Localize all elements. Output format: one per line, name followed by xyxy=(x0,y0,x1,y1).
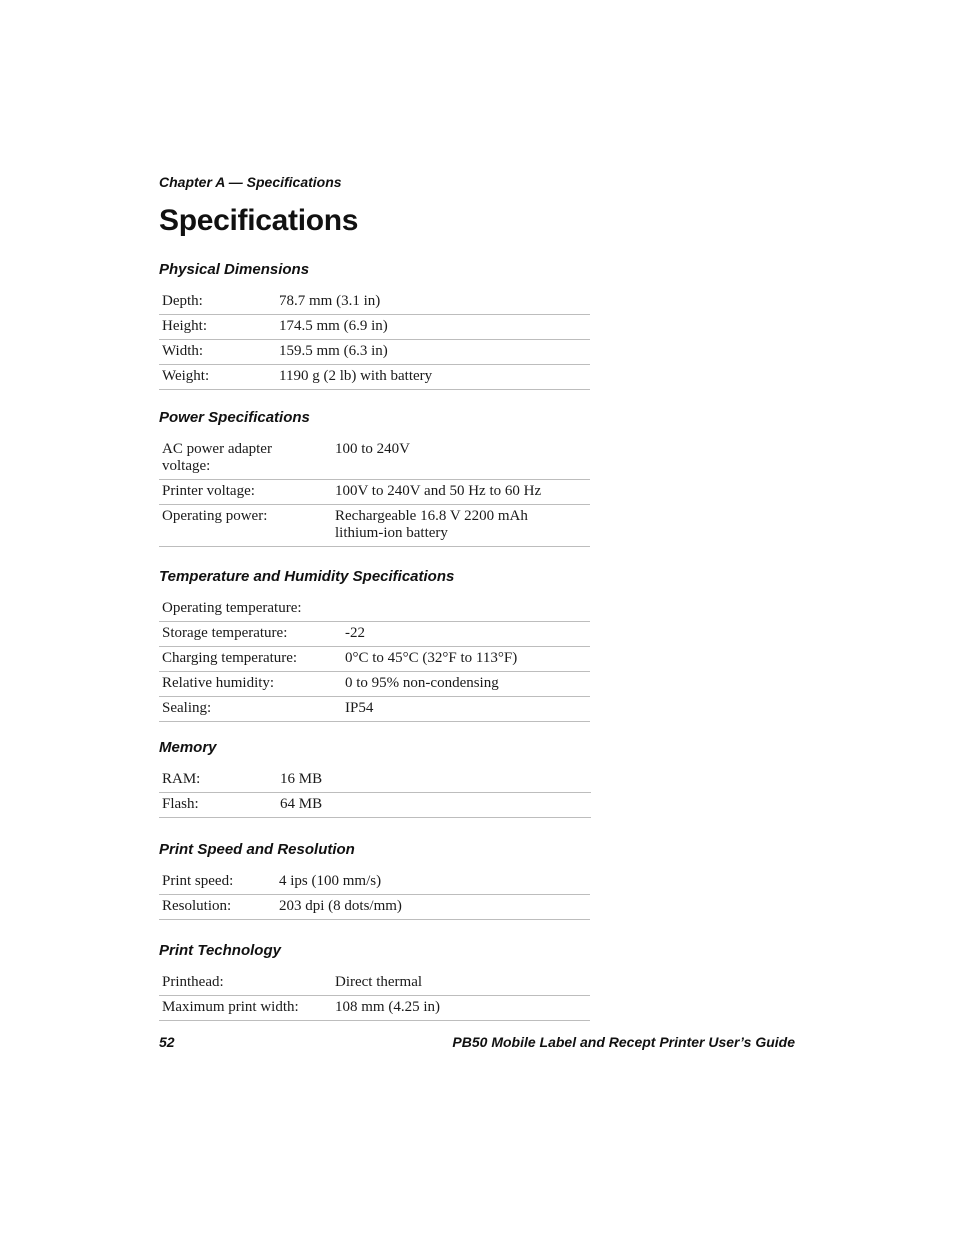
spec-label: Flash: xyxy=(159,793,277,818)
section-memory xyxy=(159,739,591,818)
table-row xyxy=(159,895,590,920)
spec-label: Weight: xyxy=(159,365,276,390)
section-temperature-humidity xyxy=(159,568,590,722)
section-heading: Power Specifications xyxy=(159,409,310,426)
table-row xyxy=(159,365,590,390)
power-specifications-table xyxy=(159,438,590,547)
table-row xyxy=(159,480,590,505)
spec-value: 174.5 mm (6.9 in) xyxy=(276,315,590,340)
section-heading: Print Speed and Resolution xyxy=(159,841,355,858)
spec-value: -22 xyxy=(342,622,590,647)
memory-table xyxy=(159,768,591,818)
spec-label: Width: xyxy=(159,340,276,365)
print-speed-table xyxy=(159,870,590,920)
spec-label: Charging temperature: xyxy=(159,647,342,672)
spec-label: Depth: xyxy=(159,290,276,315)
table-row xyxy=(159,793,591,818)
section-power-specifications xyxy=(159,409,590,547)
spec-value: 159.5 mm (6.3 in) xyxy=(276,340,590,365)
spec-label: AC power adapter voltage: xyxy=(159,438,332,480)
page-number: 52 xyxy=(159,1034,175,1050)
spec-value: Rechargeable 16.8 V 2200 mAh lithium-ion battery xyxy=(332,505,590,547)
spec-label: Storage temperature: xyxy=(159,622,342,647)
table-row xyxy=(159,340,590,365)
table-row xyxy=(159,996,590,1021)
spec-value: 100 to 240V xyxy=(332,438,590,480)
spec-value: Direct thermal xyxy=(332,971,590,996)
guide-title: PB50 Mobile Label and Recept Printer User’s Guide xyxy=(452,1034,795,1050)
table-row xyxy=(159,622,590,647)
spec-label: RAM: xyxy=(159,768,277,793)
spec-value: 78.7 mm (3.1 in) xyxy=(276,290,590,315)
spec-label: Maximum print width: xyxy=(159,996,332,1021)
spec-value: 0°C to 45°C (32°F to 113°F) xyxy=(342,647,590,672)
section-heading: Print Technology xyxy=(159,942,281,959)
section-heading: Memory xyxy=(159,739,217,756)
table-row xyxy=(159,768,591,793)
section-physical-dimensions xyxy=(159,261,590,390)
table-row xyxy=(159,438,590,480)
table-row xyxy=(159,290,590,315)
spec-label: Operating power: xyxy=(159,505,332,547)
table-row xyxy=(159,870,590,895)
spec-value: 203 dpi (8 dots/mm) xyxy=(276,895,590,920)
table-row xyxy=(159,505,590,547)
spec-value: 108 mm (4.25 in) xyxy=(332,996,590,1021)
page-title: Specifications xyxy=(159,204,359,237)
physical-dimensions-table xyxy=(159,290,590,390)
spec-value: 4 ips (100 mm/s) xyxy=(276,870,590,895)
spec-label: Printhead: xyxy=(159,971,332,996)
spec-value: 0 to 95% non-condensing xyxy=(342,672,590,697)
temperature-humidity-table xyxy=(159,597,590,722)
spec-value: IP54 xyxy=(342,697,590,722)
section-heading: Physical Dimensions xyxy=(159,261,310,278)
spec-label: Sealing: xyxy=(159,697,342,722)
spec-value: 1190 g (2 lb) with battery xyxy=(276,365,590,390)
spec-label: Operating temperature: xyxy=(159,597,342,622)
table-row xyxy=(159,597,590,622)
spec-value xyxy=(342,597,590,622)
chapter-header: Chapter A — Specifications xyxy=(159,174,342,190)
spec-value: 64 MB xyxy=(277,793,591,818)
print-technology-table xyxy=(159,971,590,1021)
spec-value: 100V to 240V and 50 Hz to 60 Hz xyxy=(332,480,590,505)
spec-label: Print speed: xyxy=(159,870,276,895)
spec-label: Resolution: xyxy=(159,895,276,920)
spec-label: Relative humidity: xyxy=(159,672,342,697)
section-print-technology xyxy=(159,942,590,1021)
spec-label: Printer voltage: xyxy=(159,480,332,505)
table-row xyxy=(159,315,590,340)
spec-value: 16 MB xyxy=(277,768,591,793)
table-row xyxy=(159,697,590,722)
spec-label: Height: xyxy=(159,315,276,340)
section-print-speed-resolution xyxy=(159,841,590,920)
table-row xyxy=(159,647,590,672)
table-row xyxy=(159,971,590,996)
table-row xyxy=(159,672,590,697)
section-heading: Temperature and Humidity Specifications xyxy=(159,568,455,585)
